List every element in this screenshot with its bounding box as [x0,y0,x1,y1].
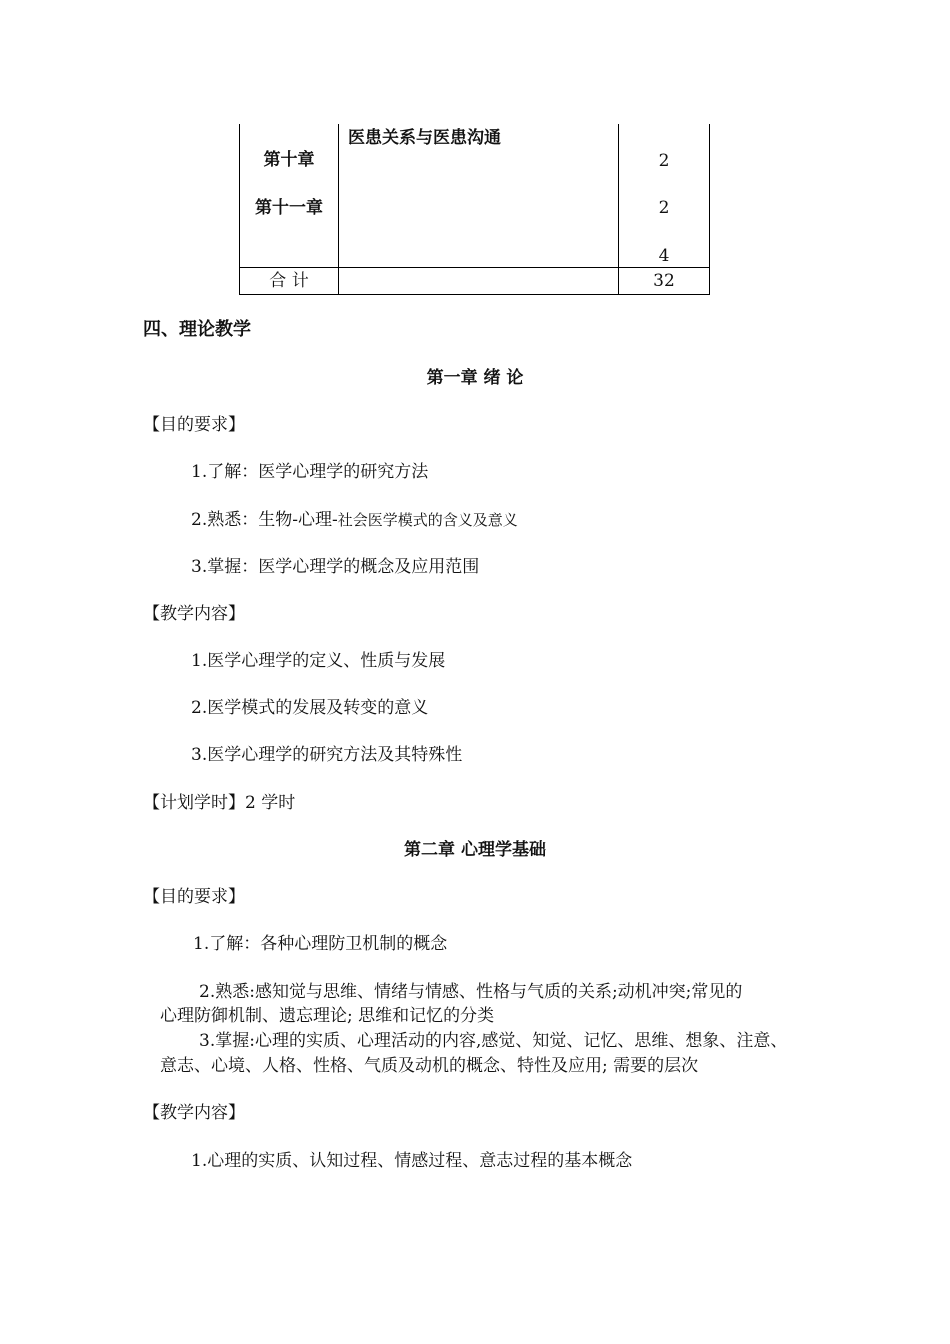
chapter1-goal-3: 3.掌握：医学心理学的概念及应用范围 [191,557,480,577]
chapter2-goal-1: 1.了解：各种心理防卫机制的概念 [193,934,448,954]
chapter1-title: 第一章 绪 论 [426,368,524,388]
chapter1-content-2: 2.医学模式的发展及转变的意义 [191,698,429,718]
table-divider-2 [618,124,619,295]
table-border-right [709,124,710,295]
table-total-row-top [239,267,710,268]
table-hours-3: 4 [658,246,670,266]
chapter1-goal-1: 1.了解：医学心理学的研究方法 [191,462,429,482]
chapter1-goal-2-main: 2.熟悉：生物-心理- [191,510,338,530]
table-chapter-10: 第十章 [263,150,315,170]
chapter2-goal-2-line-1: 2.熟悉:感知觉与思维、情绪与情感、性格与气质的关系;动机冲突;常见的 [199,982,743,1002]
chapter2-title: 第二章 心理学基础 [404,840,546,860]
chapter2-content-label: 【教学内容】 [143,1103,245,1123]
chapter2-goals-label: 【目的要求】 [143,887,245,907]
section-heading: 四、理论教学 [143,319,251,340]
chapter1-content-label: 【教学内容】 [143,604,245,624]
table-hours-1: 2 [658,151,670,171]
chapter1-hours: 【计划学时】2 学时 [143,793,296,813]
table-border-bottom [239,294,710,295]
chapter2-goal-3-line-2: 意志、心境、人格、性格、气质及动机的概念、特性及应用; 需要的层次 [160,1056,699,1076]
table-hours-2: 2 [658,198,670,218]
table-divider-1 [338,124,339,295]
chapter1-content-1: 1.医学心理学的定义、性质与发展 [191,651,446,671]
chapter2-goal-3-line-1: 3.掌握:心理的实质、心理活动的内容,感觉、知觉、记忆、思维、想象、注意、 [199,1031,788,1051]
table-total-label: 合 计 [269,271,309,291]
chapter2-content-1: 1.心理的实质、认知过程、情感过程、意志过程的基本概念 [191,1151,633,1171]
chapter1-goal-2-small: 社会医学模式的含义及意义 [337,511,518,529]
table-chapter-11: 第十一章 [255,198,323,218]
chapter2-goal-2-line-2: 心理防御机制、遗忘理论; 思维和记忆的分类 [160,1006,495,1026]
table-topic: 医患关系与医患沟通 [348,128,501,148]
table-total-value: 32 [653,271,675,291]
table-border-left [239,124,240,295]
chapter1-goal-2 [191,510,518,530]
chapter1-goals-label: 【目的要求】 [143,415,245,435]
chapter1-content-3: 3.医学心理学的研究方法及其特殊性 [191,745,463,765]
